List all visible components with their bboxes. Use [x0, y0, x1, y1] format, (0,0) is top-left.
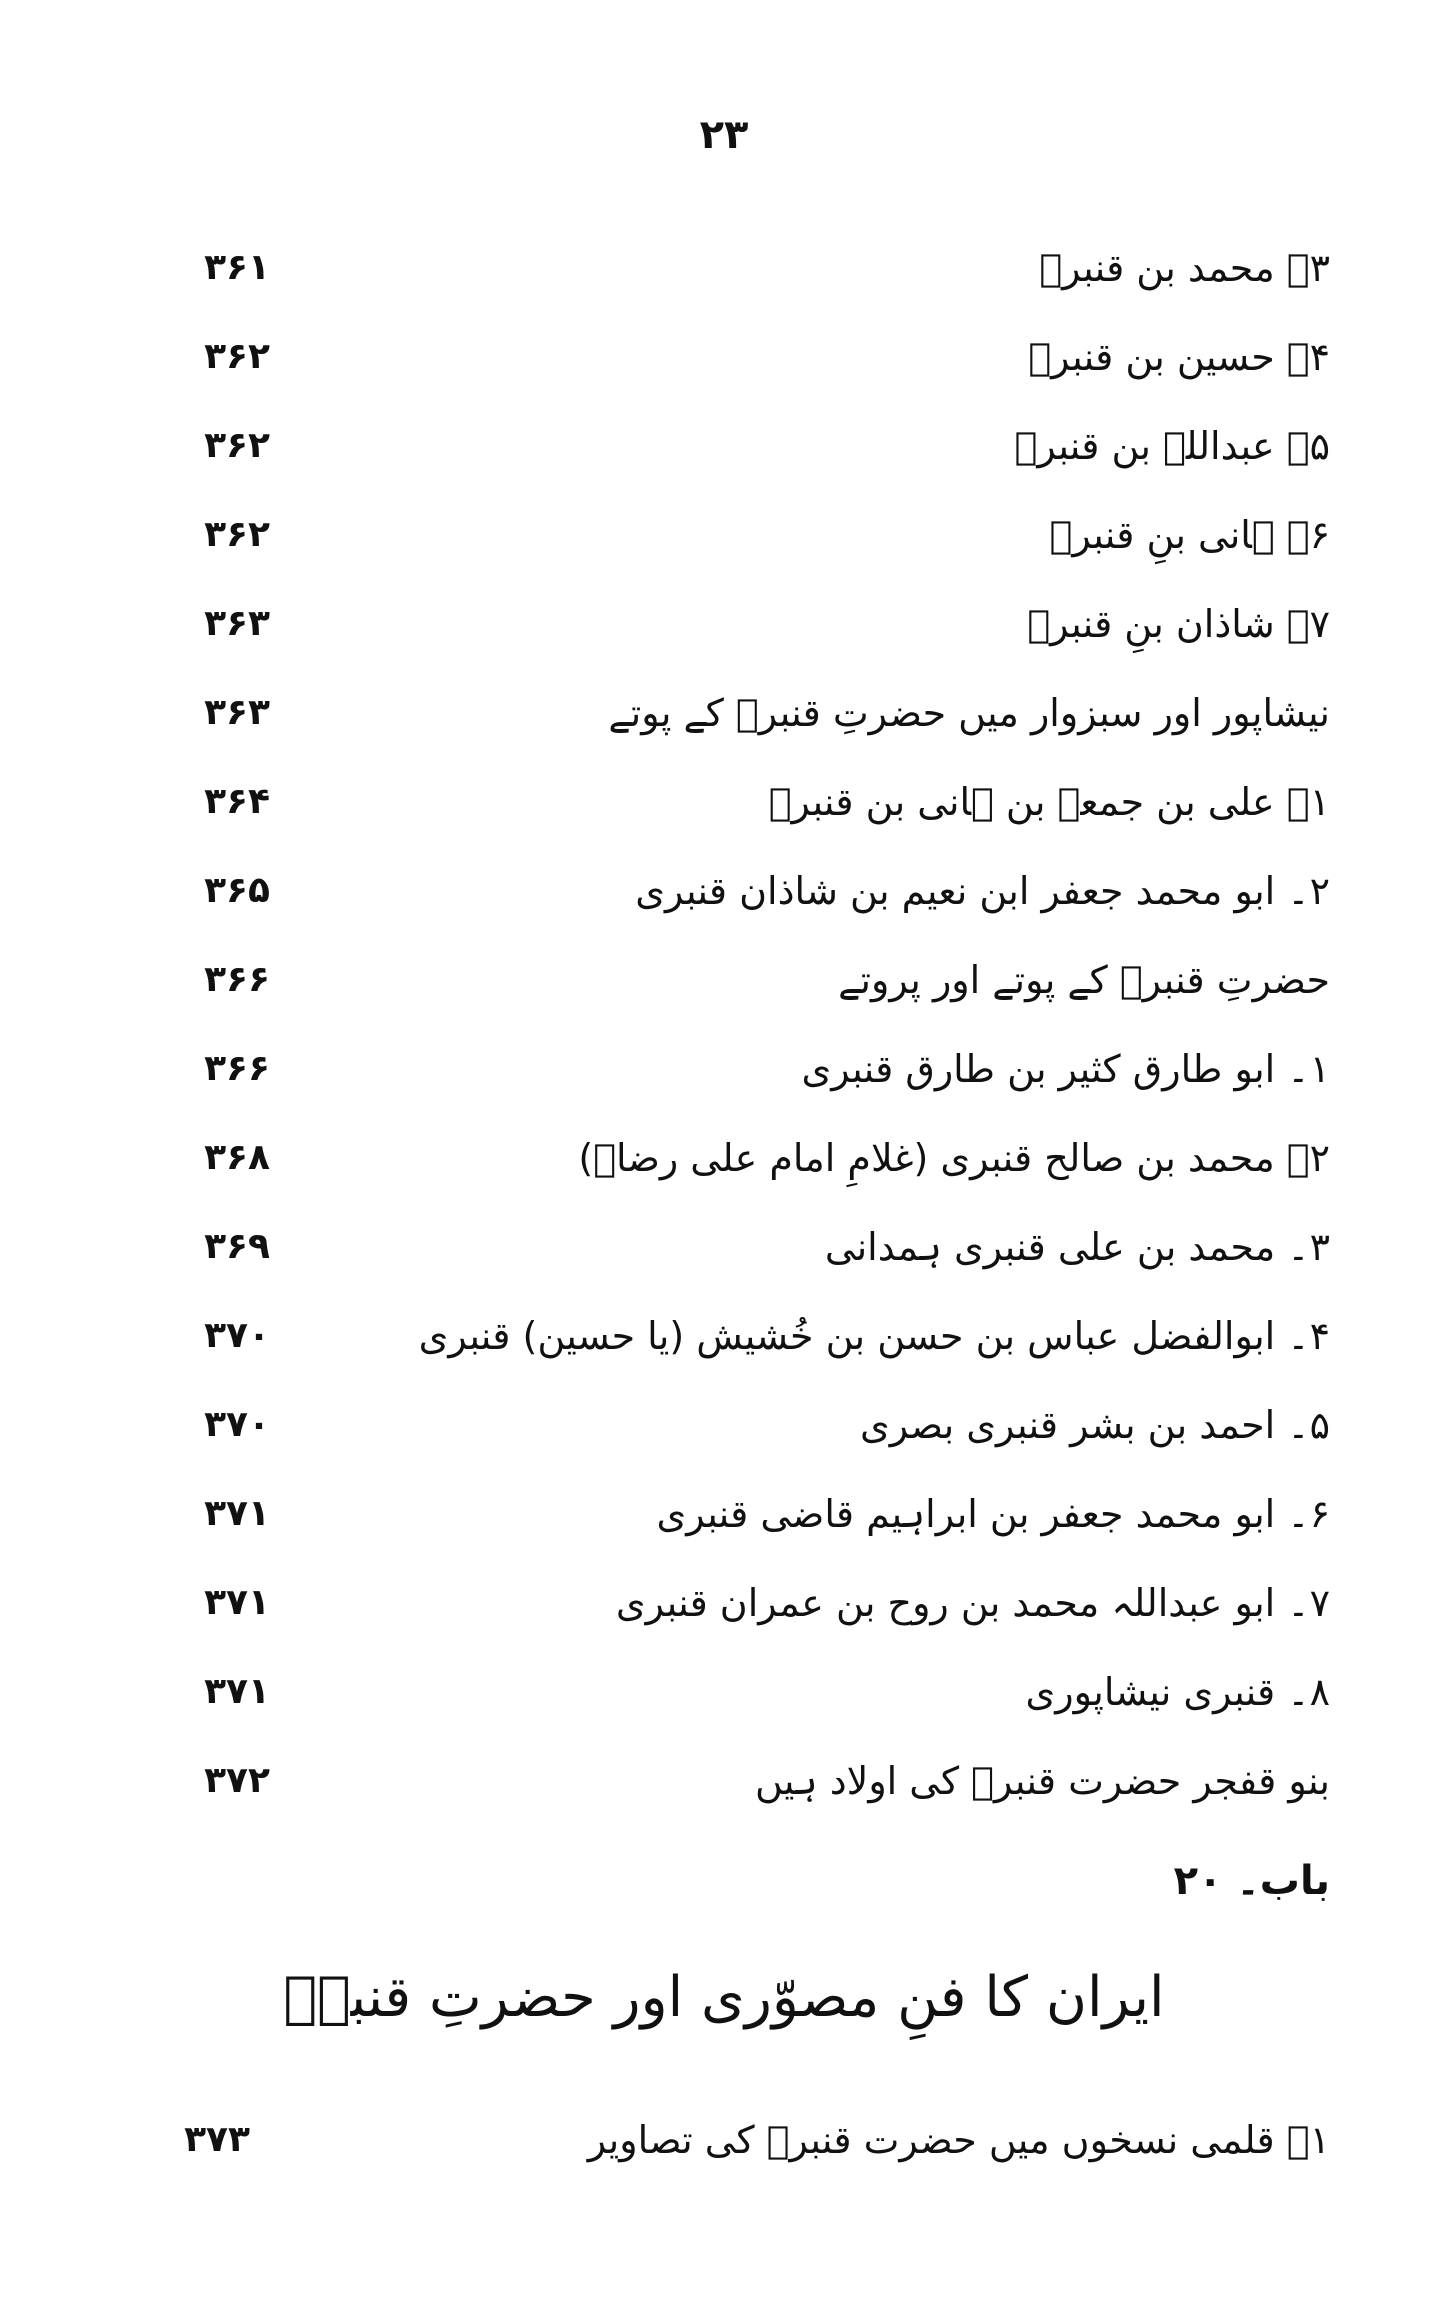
toc-entry [150, 1217, 1330, 1277]
toc-entry-title: ۱۔ قلمی نسخوں میں حضرت قنبرؑ کی تصاویر [587, 2118, 1330, 2162]
toc-entry-title: ۲۔ ابو محمد جعفر ابن نعیم بن شاذان قنبری [635, 869, 1330, 913]
toc-entry [150, 1128, 1330, 1188]
toc-entry-title: ۷۔ شاذان بنِ قنبرؑ [1027, 602, 1330, 646]
toc-entry-title: ۱۔ علی بن جمعہ بن ہانی بن قنبرؑ [768, 780, 1330, 824]
toc-entry-page: ۳۶۵ [204, 870, 270, 911]
page-number: ۲۳ [699, 112, 749, 158]
toc-entry-title: ۳۔ محمد بن علی قنبری ہمدانی [824, 1225, 1330, 1269]
toc-entry [150, 327, 1330, 387]
toc-entry-title: حضرتِ قنبرؑ کے پوتے اور پروتے [838, 958, 1330, 1002]
toc-entry-page: ۳۶۲ [204, 336, 270, 377]
toc-entry-page: ۳۷۲ [204, 1760, 270, 1801]
toc-entry-page: ۳۶۹ [204, 1226, 270, 1267]
toc-section-heading [150, 683, 1330, 743]
toc-entry-page: ۳۶۶ [204, 1048, 270, 1089]
toc-entry [150, 1306, 1330, 1366]
toc-entry-title: ۵۔ عبداللہ بن قنبرؑ [1014, 424, 1330, 468]
toc-entry [150, 1039, 1330, 1099]
toc-entry-title: ۸۔ قنبری نیشاپوری [1025, 1670, 1330, 1714]
toc-entry [150, 1662, 1330, 1722]
toc-section-heading [150, 1751, 1330, 1811]
toc-entry [150, 1573, 1330, 1633]
toc-entry-title: ۵۔ احمد بن بشر قنبری بصری [859, 1403, 1330, 1447]
toc-entry-title: ۳۔ محمد بن قنبرؑ [1039, 246, 1330, 290]
toc-entry-page: ۳۷۰ [204, 1404, 270, 1445]
toc-entry-title: ۴۔ حسین بن قنبرؑ [1028, 335, 1330, 379]
toc-entry-title: ۷۔ ابو عبداللہ محمد بن روح بن عمران قنبری [615, 1581, 1330, 1625]
toc-entry-page: ۳۶۴ [204, 781, 270, 822]
toc-entry [150, 238, 1330, 298]
toc-entry-page: ۳۶۱ [204, 247, 270, 288]
chapter-title: ایران کا فنِ مصوّری اور حضرتِ قنبرؑ [283, 1965, 1165, 2030]
toc-entry [150, 505, 1330, 565]
toc-entry-title: ۶۔ ابو محمد جعفر بن ابراہیم قاضی قنبری [656, 1492, 1330, 1536]
toc-entry-page: ۳۷۱ [204, 1582, 270, 1623]
toc-entry-page: ۳۶۲ [204, 425, 270, 466]
toc-entry-page: ۳۷۰ [204, 1315, 270, 1356]
toc-entry-page: ۳۷۱ [204, 1671, 270, 1712]
toc-entry-page: ۳۶۶ [204, 959, 270, 1000]
toc-entry [130, 2110, 1330, 2170]
toc-entry [150, 594, 1330, 654]
toc-entry-page: ۳۶۸ [204, 1137, 270, 1178]
toc-entry-page: ۳۷۱ [204, 1493, 270, 1534]
toc-section-heading [150, 950, 1330, 1010]
toc-entry [150, 1484, 1330, 1544]
toc-entry-title: ۱۔ ابو طارق کثیر بن طارق قنبری [801, 1047, 1330, 1091]
toc-entry-title: ۲۔ محمد بن صالح قنبری (غلامِ امام علی رضاؑ) [578, 1136, 1330, 1180]
toc-entry-page: ۳۶۳ [204, 603, 270, 644]
toc-entry-title: نیشاپور اور سبزوار میں حضرتِ قنبرؑ کے پوتے [608, 691, 1330, 735]
toc-entry-page: ۳۶۳ [204, 692, 270, 733]
toc-entry [150, 416, 1330, 476]
toc-entry [150, 1395, 1330, 1455]
chapter-label: باب۔ ۲۰ [1173, 1858, 1330, 1904]
toc-entry-page: ۳۶۲ [204, 514, 270, 555]
toc-entry-page: ۳۷۳ [184, 2119, 250, 2160]
toc-entry-title: ۴۔ ابوالفضل عباس بن حسن بن خُشیش (یا حسین) قنبری [418, 1314, 1330, 1358]
toc-entry [150, 772, 1330, 832]
toc-entry-title: بنو قفجر حضرت قنبرؑ کی اولاد ہیں [754, 1759, 1330, 1803]
toc-entry [150, 861, 1330, 921]
toc-entry-title: ۶۔ ہانی بنِ قنبرؑ [1049, 513, 1330, 557]
